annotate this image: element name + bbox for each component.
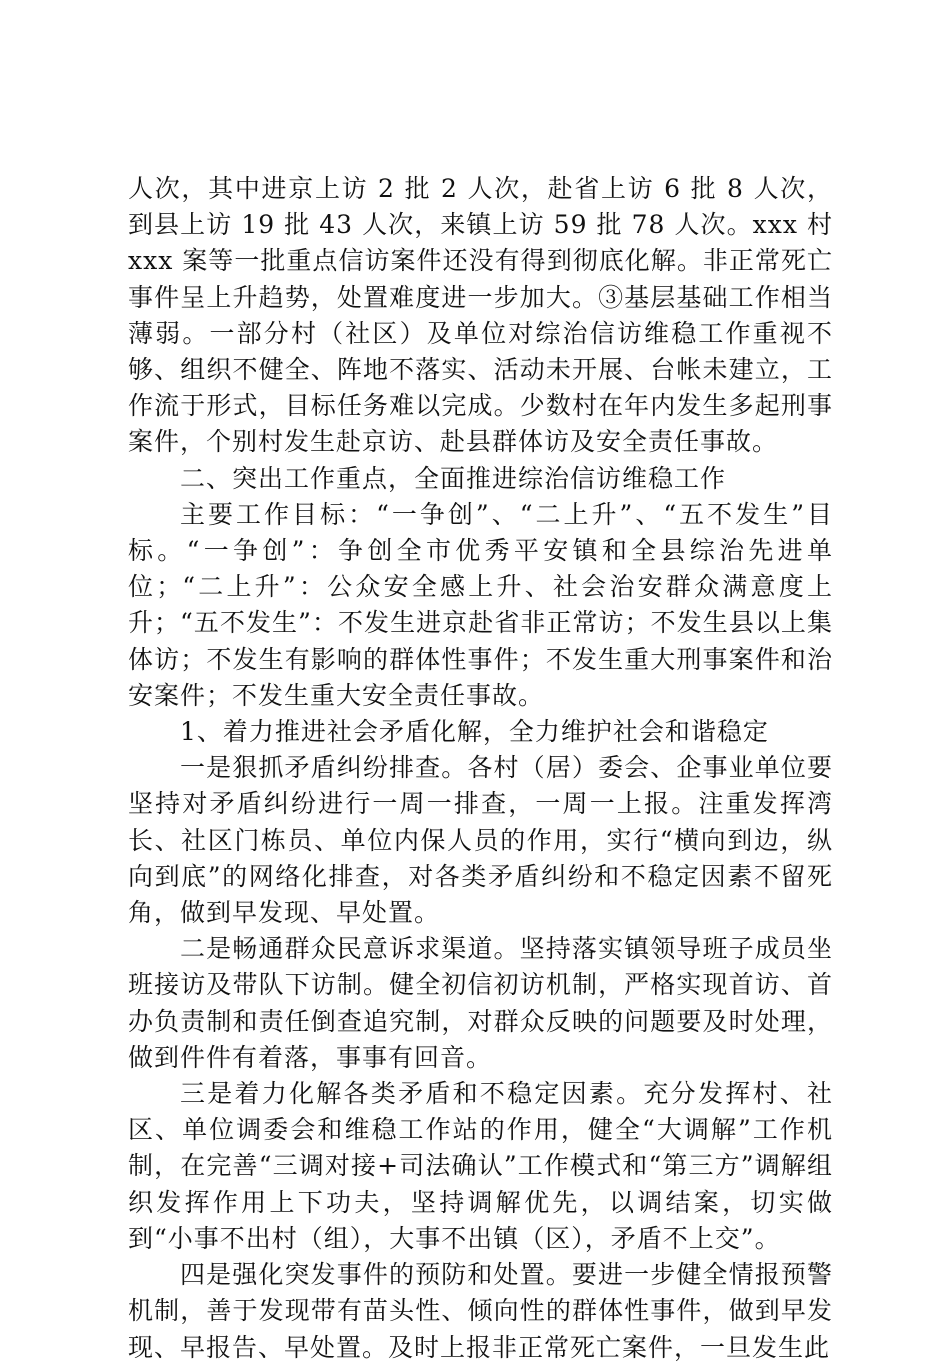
subsection-heading-conflict-resolution: 1、着力推进社会矛盾化解，全力维护社会和谐稳定 — [180, 717, 769, 747]
paragraph-item-four: 四是强化突发事件的预防和处置。要进一步健全情报预警机制，善于发现带有苗头性、倾向性的群体性事件，做到早发现、早报告、早处置。及时上报非正常死亡案件，一旦发生此 — [128, 1260, 833, 1362]
section-heading-key-work: 二、突出工作重点，全面推进综治信访维稳工作 — [180, 463, 727, 493]
paragraph-item-two: 二是畅通群众民意诉求渠道。坚持落实镇领导班子成员坐班接访及带队下访制。健全初信初访机制，严格实现首访、首办负责制和责任倒查追究制，对群众反映的问题要及时处理，做到件件有着落，事事有回音。 — [128, 934, 833, 1072]
paragraph-work-goals: 主要工作目标：“一争创”、“二上升”、“五不发生”目标。“一争创”：争创全市优秀平安镇和全县综治先进单位；“二上升”：公众安全感上升、社会治安群众满意度上升；“五不发生”：不发生进京赴省非正常访；不发生县以上集体访；不发生有影响的群体性事件；不发生重大刑事案件和治安案件；不发生重大安全责任事故。 — [128, 499, 833, 710]
document-body — [128, 171, 833, 1366]
paragraph-item-three: 三是着力化解各类矛盾和不稳定因素。充分发挥村、社区、单位调委会和维稳工作站的作用，健全“大调解”工作机制，在完善“三调对接+司法确认”工作模式和“第三方”调解组织发挥作用上下功夫，坚持调解优先，以调结案，切实做到“小事不出村（组），大事不出镇（区），矛盾不上交”。 — [128, 1079, 833, 1253]
paragraph-item-one: 一是狠抓矛盾纠纷排查。各村（居）委会、企事业单位要坚持对矛盾纠纷进行一周一排查，一周一上报。注重发挥湾长、社区门栋员、单位内保人员的作用，实行“横向到边，纵向到底”的网络化排查，对各类矛盾纠纷和不稳定因素不留死角，做到早发现、早处置。 — [128, 753, 833, 928]
paragraph-petition-statistics: 人次，其中进京上访 2 批 2 人次，赴省上访 6 批 8 人次，到县上访 19 批 43 人次，来镇上访 59 批 78 人次。xxx 村 xxx 案等一批重点信访案件还没有得到彻底化解。非正常死亡事件呈上升趋势，处置难度进一步加大。③基层基础工作相当薄弱。一部分村（社区）及单位对综治信访维稳工作重视不够、组织不健全、阵地不落实、活动未开展、台帐未建立，工作流于形式，目标任务难以完成。少数村在年内发生多起刑事案件，个别村发生赴京访、赴县群体访及安全责任事故。 — [128, 174, 833, 457]
